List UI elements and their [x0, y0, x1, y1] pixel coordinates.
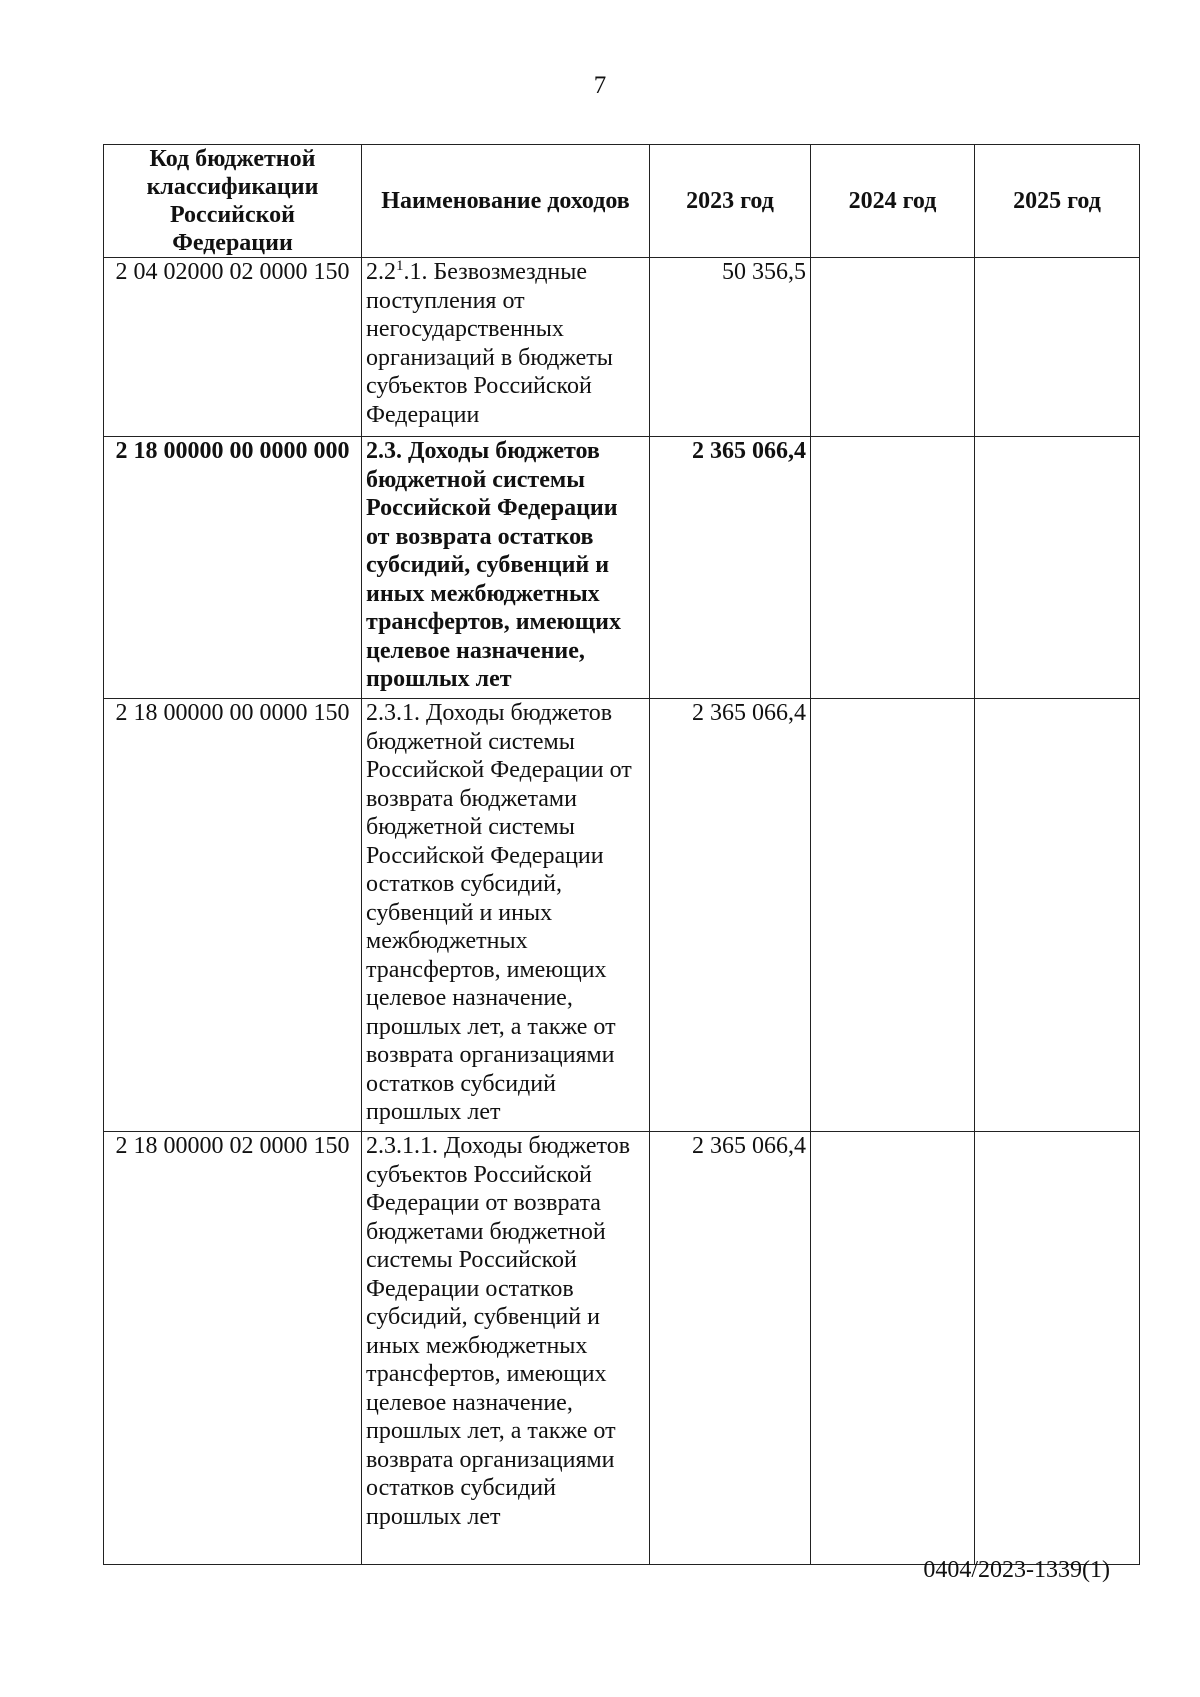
page-number: 7	[593, 72, 607, 99]
row-code: 2 04 02000 02 0000 150	[104, 258, 362, 437]
header-2024: 2024 год	[811, 145, 975, 258]
row-value-2025	[975, 699, 1140, 1132]
header-2023: 2023 год	[650, 145, 811, 258]
row-name	[362, 258, 650, 437]
row-value-2025	[975, 258, 1140, 437]
row-name: 2.3. Доходы бюджетов бюджетной системы Российской Федерации от возврата остатков субсидий, субвенций и иных межбюджетных трансфертов, имеющих целевое назначение, прошлых лет	[362, 437, 650, 699]
table-row	[104, 1132, 1140, 1565]
table-row	[104, 699, 1140, 1132]
row-value-2024	[811, 699, 975, 1132]
row-value-2024	[811, 1132, 975, 1565]
row-name-text: .1. Безвозмездные поступления от негосударственных организаций в бюджеты субъектов Российской Федерации	[366, 259, 613, 428]
header-code: Код бюджетной классификации Российской Федерации	[104, 145, 362, 258]
row-code: 2 18 00000 00 0000 000	[104, 437, 362, 699]
row-value-2024	[811, 258, 975, 437]
row-name: 2.3.1. Доходы бюджетов бюджетной системы Российской Федерации от возврата бюджетами бюджетной системы Российской Федерации остатков субсидий, субвенций и иных межбюджетных трансфертов, имеющих целевое назначение, прошлых лет, а также от возврата организациями остатков субсидий прошлых лет	[362, 699, 650, 1132]
table-header-row	[104, 145, 1140, 258]
row-value-2023: 50 356,5	[650, 258, 811, 437]
row-code: 2 18 00000 02 0000 150	[104, 1132, 362, 1565]
row-value-2025	[975, 1132, 1140, 1565]
row-name-prefix: 2.2	[366, 259, 396, 285]
row-value-2023: 2 365 066,4	[650, 437, 811, 699]
row-name-superscript: 1	[396, 258, 404, 274]
row-name: 2.3.1.1. Доходы бюджетов субъектов Российской Федерации от возврата бюджетами бюджетной системы Российской Федерации остатков субсидий, субвенций и иных межбюджетных трансфертов, имеющих целевое назначение, прошлых лет, а также от возврата организациями остатков субсидий прошлых лет	[362, 1132, 650, 1565]
row-value-2025	[975, 437, 1140, 699]
row-code: 2 18 00000 00 0000 150	[104, 699, 362, 1132]
revenue-table	[103, 144, 1140, 1565]
table-row	[104, 437, 1140, 699]
document-number: 0404/2023-1339(1)	[923, 1557, 1110, 1583]
row-value-2024	[811, 437, 975, 699]
row-value-2023: 2 365 066,4	[650, 1132, 811, 1565]
header-2025: 2025 год	[975, 145, 1140, 258]
row-value-2023: 2 365 066,4	[650, 699, 811, 1132]
header-name: Наименование доходов	[362, 145, 650, 258]
table-row	[104, 258, 1140, 437]
